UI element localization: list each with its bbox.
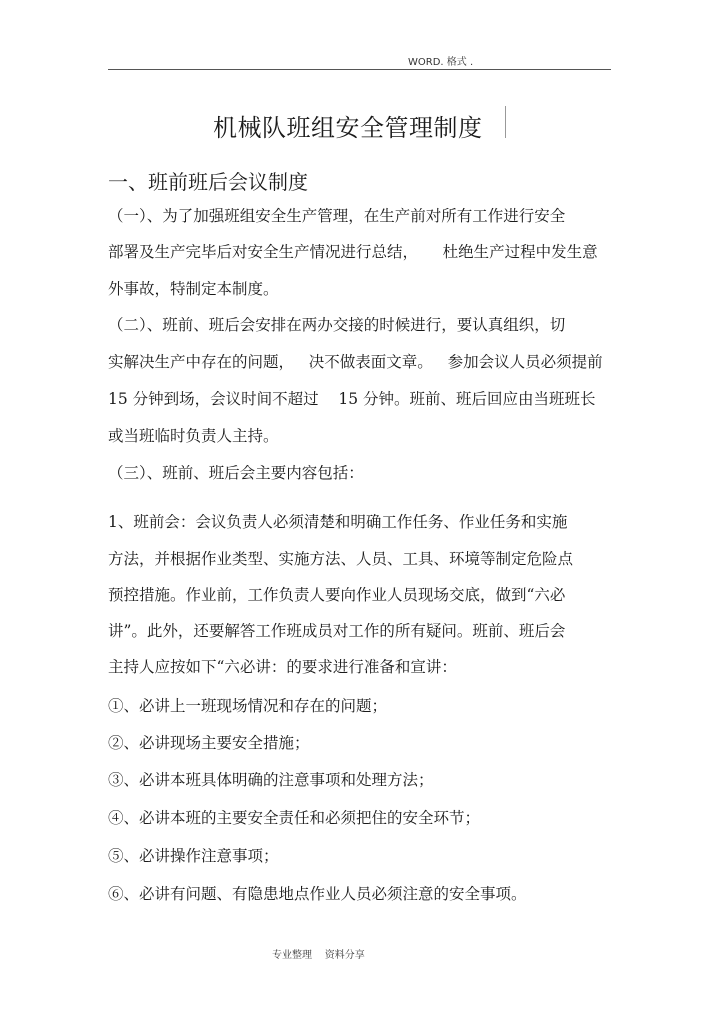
body-line: 讲”。此外，还要解答工作班成员对工作的所有疑问。班前、班后会 — [108, 622, 566, 640]
list-item: ①、必讲上一班现场情况和存在的问题； — [108, 697, 388, 715]
body-line: 或当班临时负责人主持。 — [108, 427, 279, 445]
body-line: （二）、班前、班后会安排在两办交接的时候进行，要认真组织，切 — [108, 316, 566, 334]
page-header-text: WORD. 格式 . — [408, 57, 474, 68]
body-line: （一）、为了加强班组安全生产管理，在生产前对所有工作进行安全 — [108, 207, 566, 225]
body-line: 预控措施。作业前，工作负责人要向作业人员现场交底，做到“六必 — [108, 586, 566, 604]
body-line: 部署及生产完毕后对安全生产情况进行总结， 杜绝生产过程中发生意 — [108, 243, 598, 261]
section-heading-1: 一、班前班后会议制度 — [108, 170, 308, 194]
list-item: ③、必讲本班具体明确的注意事项和处理方法； — [108, 771, 434, 789]
document-title: 机械队班组安全管理制度 — [213, 114, 483, 142]
body-line: 外事故，特制定本制度。 — [108, 280, 279, 298]
list-item: ⑥、必讲有问题、有隐患地点作业人员必须注意的安全事项。 — [108, 885, 527, 903]
body-line: （三）、班前、班后会主要内容包括： — [108, 464, 364, 482]
list-item: ⑤、必讲操作注意事项； — [108, 847, 279, 865]
header-divider — [108, 69, 611, 70]
page-footer-text: 专业整理 资料分享 — [272, 950, 365, 961]
body-line: 主持人应按如下“六必讲：的要求进行准备和宣讲： — [108, 658, 457, 676]
list-item: ②、必讲现场主要安全措施； — [108, 734, 310, 752]
body-line: 15 分钟到场，会议时间不超过 15 分钟。班前、班后回应由当班班长 — [108, 390, 596, 408]
body-line: 方法，并根据作业类型、实施方法、人员、工具、环境等制定危险点 — [108, 550, 574, 568]
body-line: 1、班前会：会议负责人必须清楚和明确工作任务、作业任务和实施 — [108, 513, 568, 531]
body-line: 实解决生产中存在的问题， 决不做表面文章。 参加会议人员必须提前 — [108, 353, 603, 371]
list-item: ④、必讲本班的主要安全责任和必须把住的安全环节； — [108, 809, 481, 827]
text-cursor-bar — [505, 106, 506, 138]
